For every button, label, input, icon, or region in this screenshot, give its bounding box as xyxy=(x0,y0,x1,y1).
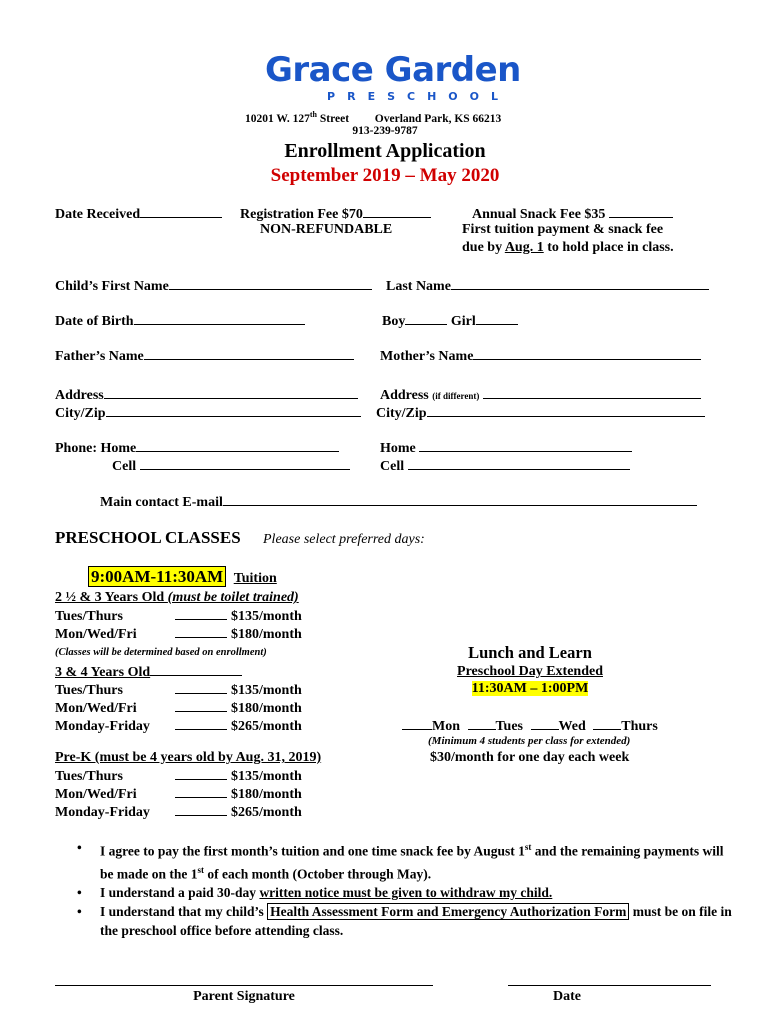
group3-price: $265/month xyxy=(231,805,302,820)
last-name-field[interactable] xyxy=(386,277,709,295)
city-address: Overland Park, KS 66213 xyxy=(374,112,502,125)
lunch-wed: Wed xyxy=(558,719,586,734)
snack-fee-field[interactable] xyxy=(472,205,673,223)
tuition-label: Tuition xyxy=(233,571,277,586)
lunch-price: $30/month for one day each week xyxy=(430,750,630,765)
address2-label: Address xyxy=(380,388,429,403)
registration-fee-label: Registration Fee $70 xyxy=(240,207,363,222)
lunch-time: 11:30AM – 1:00PM xyxy=(471,681,589,696)
logo-main: Grace Garden xyxy=(265,50,521,90)
group2-days: Mon/Wed/Fri xyxy=(55,701,137,716)
date-of-birth-label: Date of Birth xyxy=(55,314,134,329)
home-phone-field[interactable] xyxy=(55,439,339,457)
child-first-name-label: Child’s First Name xyxy=(55,279,169,294)
group3-price: $180/month xyxy=(231,787,302,802)
home-phone2-field[interactable] xyxy=(380,439,632,457)
lunch-mon: Mon xyxy=(432,719,460,734)
date-received-field[interactable] xyxy=(55,205,222,223)
group3-days: Monday-Friday xyxy=(55,805,150,820)
group3-row-3[interactable] xyxy=(55,803,302,821)
cityzip-label: City/Zip xyxy=(55,406,106,421)
determined-note: (Classes will be determined based on enrollment) xyxy=(55,647,267,658)
group1-row-1[interactable] xyxy=(55,607,302,625)
group1-row-2[interactable] xyxy=(55,625,302,643)
morning-time-label: 9:00AM-11:30AM xyxy=(88,566,226,587)
cityzip-field[interactable] xyxy=(55,404,361,422)
cityzip2-label: City/Zip xyxy=(376,406,427,421)
girl-label: Girl xyxy=(450,314,476,329)
snack-due-date: Aug. 1 xyxy=(504,240,544,255)
group2-row-1[interactable] xyxy=(55,681,302,699)
lunch-extended: Preschool Day Extended xyxy=(457,664,603,679)
boy-label: Boy xyxy=(382,314,406,329)
address-label: Address xyxy=(55,388,104,403)
date-signature-line[interactable] xyxy=(508,985,711,986)
group3-price: $135/month xyxy=(231,769,302,784)
group3-days: Mon/Wed/Fri xyxy=(55,787,137,802)
mother-name-field[interactable] xyxy=(380,347,701,365)
agreement-list xyxy=(55,838,735,940)
snack-note-1: First tuition payment & snack fee xyxy=(462,222,664,237)
lunch-days[interactable] xyxy=(402,717,658,735)
street-address: 10201 W. 127th Street xyxy=(245,110,350,125)
home-phone-label: Phone: Home xyxy=(55,441,137,456)
email-field[interactable] xyxy=(100,493,697,511)
group2-price: $265/month xyxy=(231,719,302,734)
group1-price: $135/month xyxy=(231,609,302,624)
page-title: Enrollment Application xyxy=(284,140,486,162)
parent-signature-line[interactable] xyxy=(55,985,433,986)
group1-days: Tues/Thurs xyxy=(55,609,123,624)
group2-price: $180/month xyxy=(231,701,302,716)
group2-days: Monday-Friday xyxy=(55,719,150,734)
agreement-item: • I understand that my child’s Health Assessment Form and Emergency Authorization Form must be on file in the preschool office before attending class. xyxy=(55,902,735,940)
lunch-tues: Tues xyxy=(495,719,524,734)
morning-time xyxy=(88,567,277,587)
last-name-label: Last Name xyxy=(386,279,451,294)
snack-note-2: due by Aug. 1 to hold place in class. xyxy=(462,240,674,255)
address-field[interactable] xyxy=(55,386,358,404)
group1-price: $180/month xyxy=(231,627,302,642)
group3-days: Tues/Thurs xyxy=(55,769,123,784)
father-name-field[interactable] xyxy=(55,347,354,365)
registration-fee-field[interactable] xyxy=(240,205,431,223)
home-phone2-label: Home xyxy=(380,441,416,456)
classes-heading: PRESCHOOL CLASSES xyxy=(55,528,241,547)
agreement-item: • I agree to pay the first month’s tuition and one time snack fee by August 1st and the remaining payments will be made on the 1st of each month (October through May). xyxy=(55,838,735,883)
cityzip2-field[interactable] xyxy=(376,404,705,422)
cell-phone2-field[interactable] xyxy=(380,457,630,475)
date-signature-label: Date xyxy=(553,989,581,1004)
group2-row-3[interactable] xyxy=(55,717,302,735)
group2-days: Tues/Thurs xyxy=(55,683,123,698)
lunch-min-note: (Minimum 4 students per class for extended) xyxy=(428,735,631,747)
group3-title: Pre-K (must be 4 years old by Aug. 31, 2019) xyxy=(55,750,322,765)
group1-days: Mon/Wed/Fri xyxy=(55,627,137,642)
lunch-title: Lunch and Learn xyxy=(468,643,592,662)
group2-row-2[interactable] xyxy=(55,699,302,717)
logo xyxy=(265,50,521,110)
parent-signature-label: Parent Signature xyxy=(193,989,295,1004)
date-received-label: Date Received xyxy=(55,207,141,222)
logo-sub: PRESCHOOL xyxy=(327,90,510,103)
date-of-birth-field[interactable] xyxy=(55,312,305,330)
child-first-name-field[interactable] xyxy=(55,277,372,295)
cell-phone-label: Cell xyxy=(112,459,137,474)
group3-row-2[interactable] xyxy=(55,785,302,803)
non-refundable-label: NON-REFUNDABLE xyxy=(260,222,393,237)
group2-title: 3 & 4 Years Old xyxy=(55,663,242,681)
mother-name-label: Mother’s Name xyxy=(380,349,474,364)
group2-price: $135/month xyxy=(231,683,302,698)
group1-title: 2 ½ & 3 Years Old (must be toilet trained) xyxy=(55,590,299,605)
select-days-note: Please select preferred days: xyxy=(263,532,425,547)
cell-phone2-label: Cell xyxy=(380,459,405,474)
snack-fee-label: Annual Snack Fee $35 xyxy=(472,207,606,222)
if-different-note: (if different) xyxy=(432,391,480,401)
address2-field[interactable] xyxy=(380,386,701,404)
gender-field[interactable] xyxy=(382,312,518,330)
page-subtitle: September 2019 – May 2020 xyxy=(270,165,500,186)
cell-phone-field[interactable] xyxy=(112,457,350,475)
health-form-highlight: Health Assessment Form and Emergency Authorization Form xyxy=(267,903,629,920)
group3-row-1[interactable] xyxy=(55,767,302,785)
school-address xyxy=(245,110,501,125)
father-name-label: Father’s Name xyxy=(55,349,144,364)
agreement-item: • I understand a paid 30-day written notice must be given to withdraw my child. xyxy=(55,883,735,902)
email-label: Main contact E-mail xyxy=(100,495,223,510)
school-phone: 913-239-9787 xyxy=(352,125,418,137)
lunch-thurs: Thurs xyxy=(621,719,658,734)
toilet-trained-note: (must be toilet trained) xyxy=(167,590,299,605)
